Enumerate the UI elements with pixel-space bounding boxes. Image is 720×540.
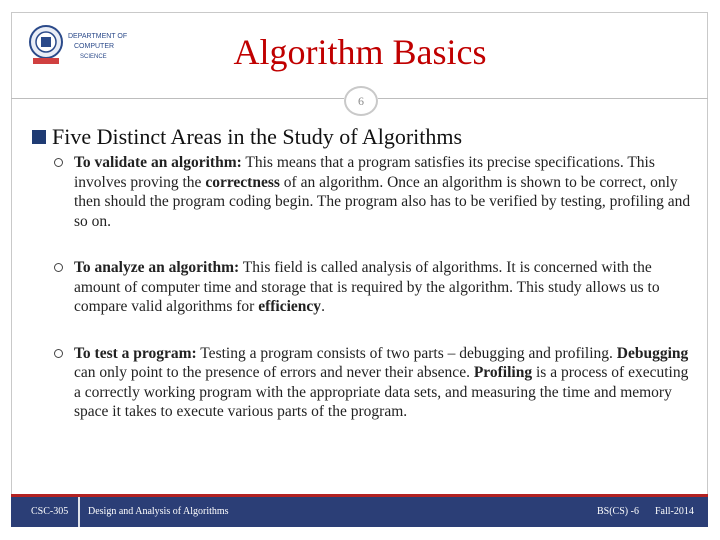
department-logo <box>28 18 140 72</box>
circle-bullet-icon <box>54 158 63 167</box>
logo-line-2: COMPUTER <box>74 43 115 50</box>
bullet-text: of an algorithm. Once an algorithm is shown to be correct, only then should the program coding begin. The program also has to be verified by testing, profiling and so on. <box>74 173 691 230</box>
bullet-text: This means that a program satisfies its precise specifications. This involves proving the <box>74 154 655 191</box>
logo-line-1: DEPARTMENT OF <box>68 33 128 40</box>
university-seal-icon <box>28 18 140 72</box>
section-heading <box>32 124 462 150</box>
logo-line-3: SCIENCE <box>80 54 107 60</box>
title-divider-left <box>11 98 344 99</box>
footer-subject: Design and Analysis of Algorithms <box>88 506 229 517</box>
footer-course: CSC-305 <box>31 506 69 517</box>
bullet-lead: To test a program: <box>74 344 197 362</box>
circle-bullet-icon <box>54 349 63 358</box>
bullet-emphasis: Profiling <box>473 364 533 381</box>
bullet-lead: To validate an algorithm: <box>74 154 242 171</box>
slide-number: 6 <box>344 86 378 116</box>
bullet-text: can only point to the presence of errors and never their absence. <box>74 364 474 381</box>
bullet-emphasis: Debugging <box>616 344 689 362</box>
bullet-lead: To analyze an algorithm: <box>74 259 240 276</box>
bullet-test <box>52 344 692 422</box>
bullet-text: is a process of executing a correctly working program with the appropriate data sets, and measuring the time and memory space it takes to execute various parts of the program. <box>74 364 689 420</box>
footer-bar <box>11 497 708 527</box>
footer-program: BS(CS) -6 <box>597 506 639 517</box>
bullet-emphasis: efficiency <box>258 298 322 315</box>
circle-bullet-icon <box>54 263 63 272</box>
footer-term: Fall-2014 <box>655 506 694 517</box>
square-bullet-icon <box>32 130 46 144</box>
section-heading-text: Five Distinct Areas in the Study of Algorithms <box>52 124 463 149</box>
slide-title: Algorithm Basics <box>233 32 487 72</box>
footer-divider <box>78 497 80 527</box>
bullet-text: Testing a program consists of two parts – debugging and profiling. <box>196 344 617 362</box>
bullet-text: This field is called analysis of algorithms. It is concerned with the amount of computer time and storage that is required by the algorithm. This study allows us to compare valid algorithms for <box>74 259 660 315</box>
bullet-list <box>52 153 692 422</box>
bullet-emphasis: correctness <box>205 173 280 191</box>
bullet-validate <box>52 153 692 231</box>
title-divider-right <box>378 98 708 99</box>
bullet-analyze <box>52 258 692 317</box>
bullet-text: . <box>321 298 325 315</box>
